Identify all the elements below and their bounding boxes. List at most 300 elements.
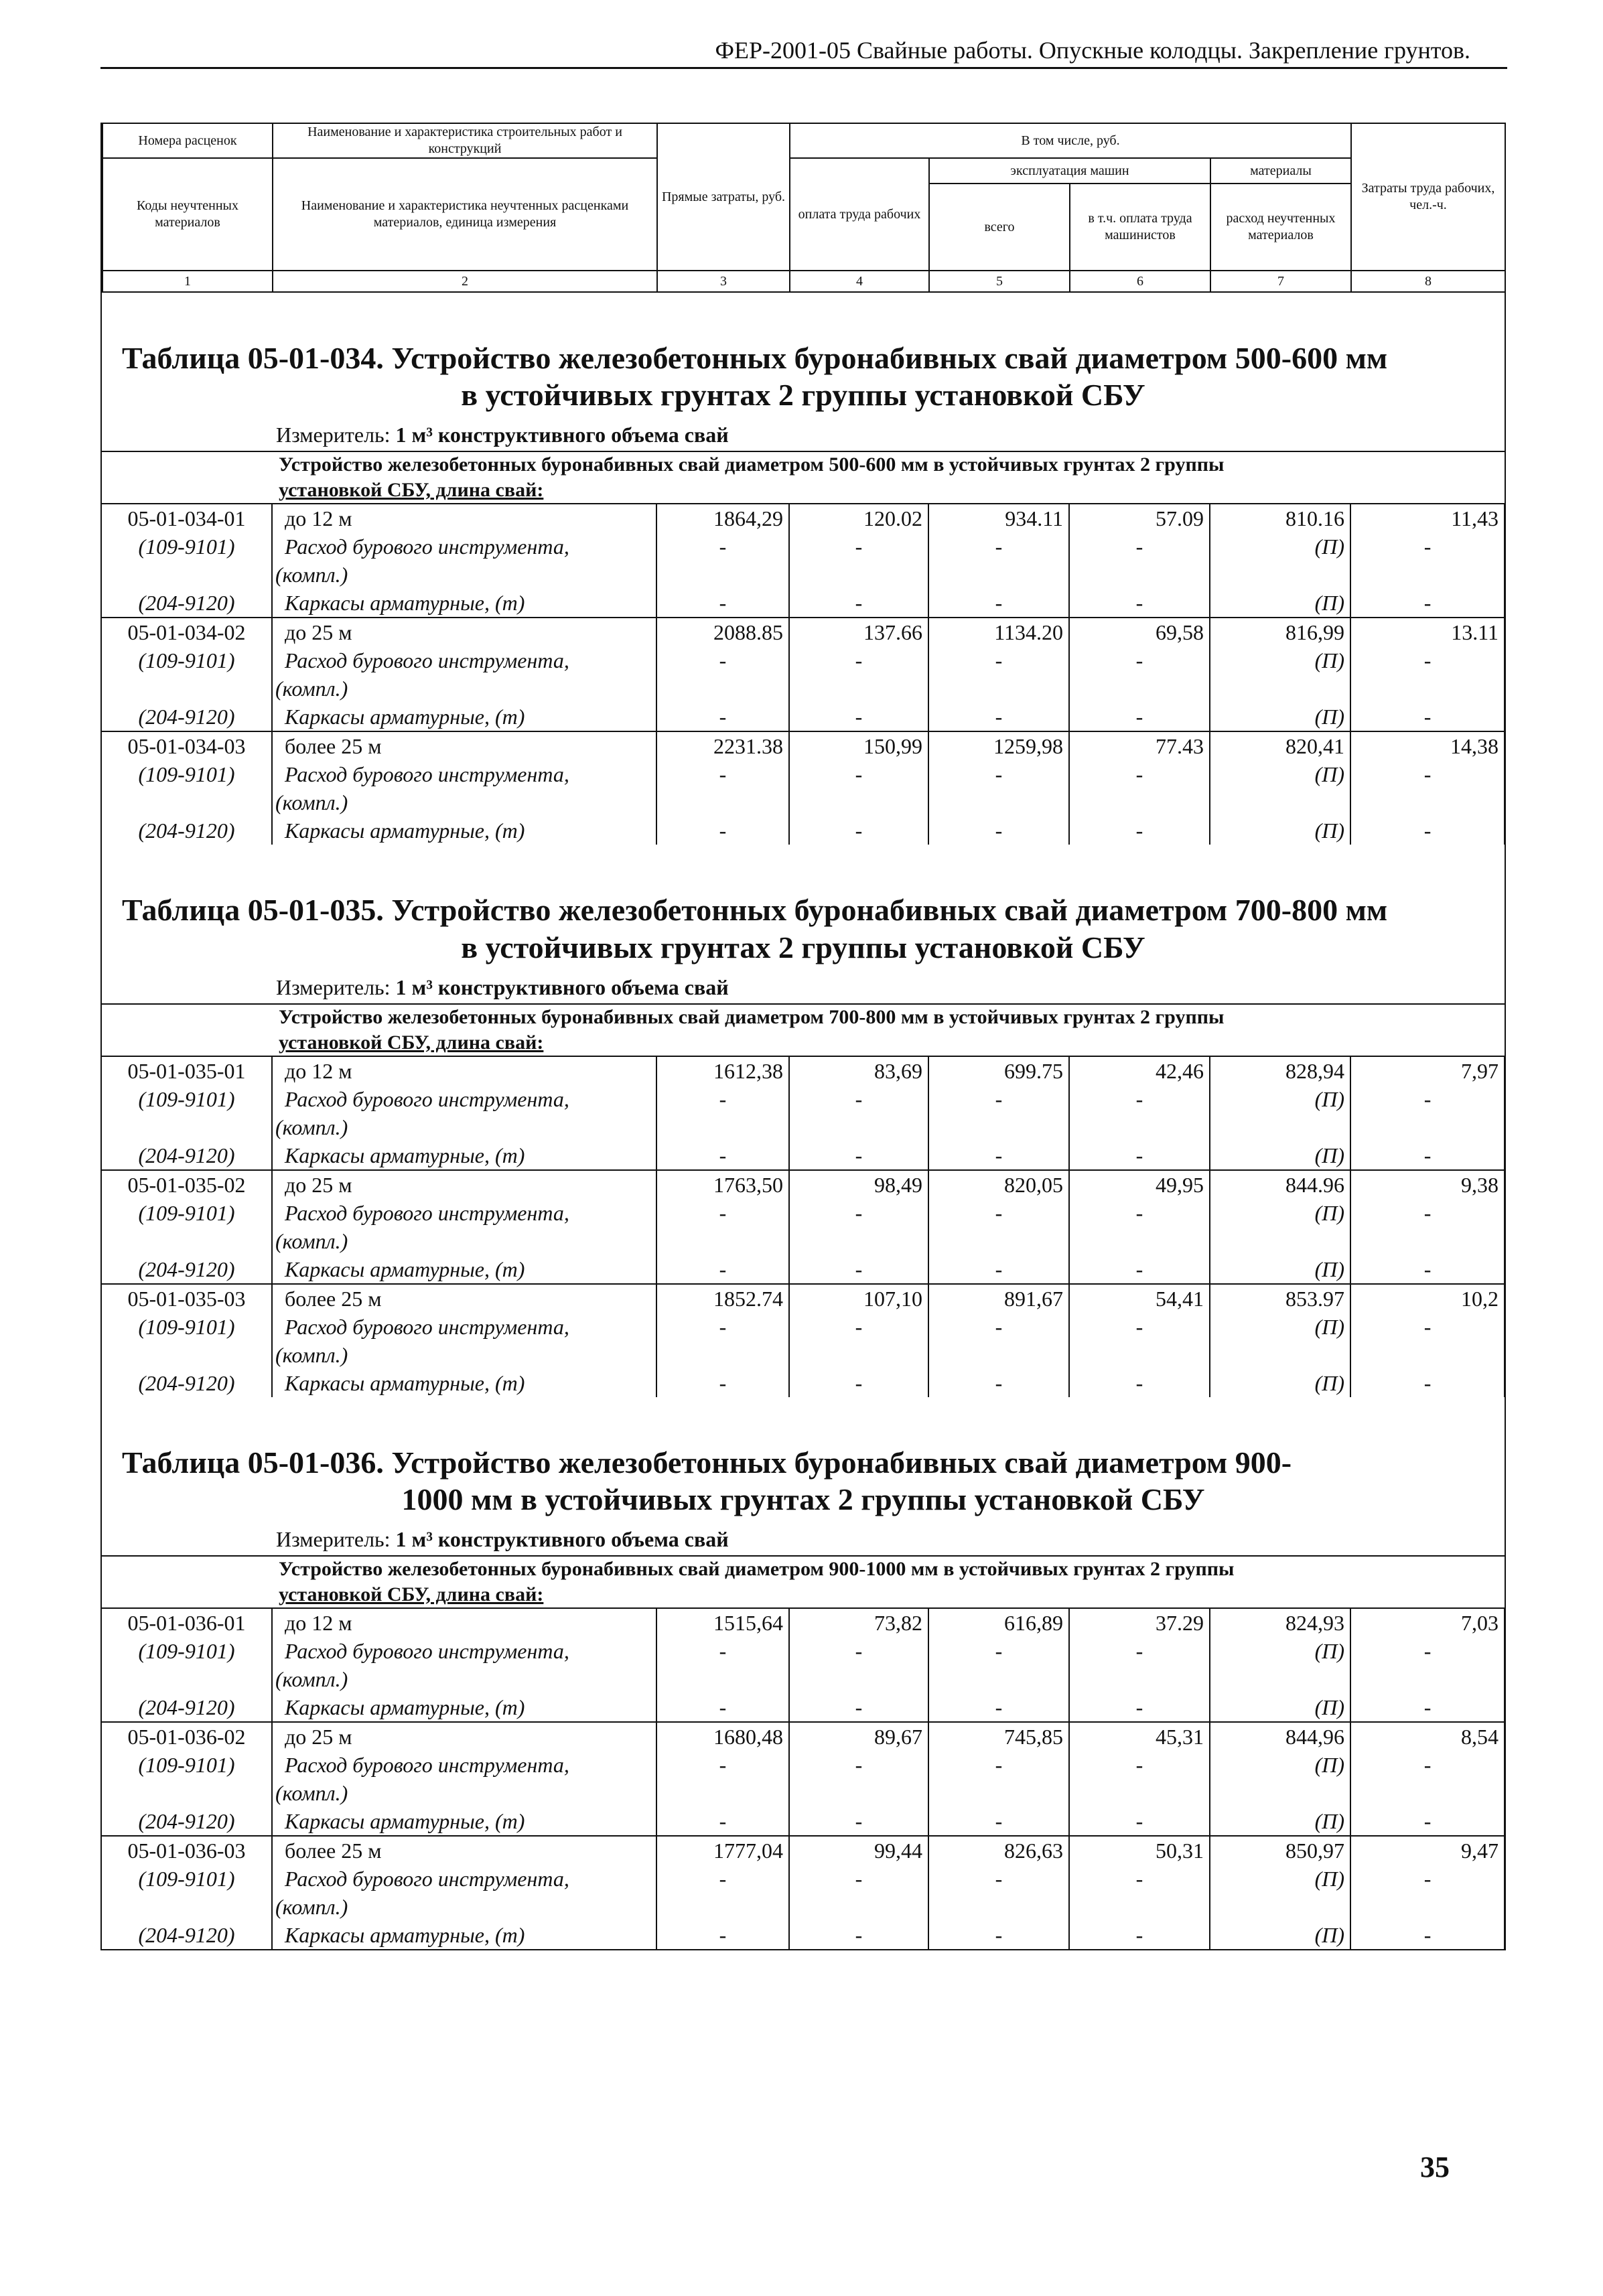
- dash-cell: -: [1069, 1199, 1210, 1255]
- dash-cell: -: [656, 1865, 789, 1921]
- rate-code: 05-01-035-02: [102, 1170, 272, 1199]
- meter-line: [102, 1527, 1505, 1555]
- material-name-line1: Расход бурового инструмента,: [285, 1200, 569, 1225]
- dash-cell: -: [928, 589, 1069, 618]
- rate-code: 05-01-034-02: [102, 618, 272, 646]
- dash-cell: -: [656, 1693, 789, 1722]
- rate-mat: 810.16: [1210, 504, 1350, 532]
- meter-prefix: Измеритель:: [276, 975, 391, 999]
- material-name-line2: (компл.): [275, 676, 348, 701]
- material-row-drill: [102, 1085, 1505, 1141]
- unaccounted-mark: (П): [1210, 1255, 1350, 1284]
- material-name-line1: Расход бурового инструмента,: [285, 1867, 569, 1891]
- dash-cell: -: [656, 1921, 789, 1950]
- dash-cell: -: [928, 1369, 1069, 1397]
- rate-hours: 7,03: [1350, 1608, 1505, 1637]
- rate-name: до 12 м: [272, 1608, 656, 1637]
- dash-cell: -: [928, 1637, 1069, 1693]
- dash-cell: -: [1350, 816, 1505, 845]
- rate-mach-labor: 77.43: [1069, 731, 1210, 760]
- material-code: (109-9101): [102, 1751, 272, 1807]
- dash-cell: -: [928, 1693, 1069, 1722]
- dash-cell: -: [1350, 589, 1505, 618]
- unaccounted-mark: (П): [1210, 816, 1350, 845]
- dash-cell: -: [928, 1085, 1069, 1141]
- section-intro: [272, 1004, 1505, 1056]
- material-code: (204-9120): [102, 1255, 272, 1284]
- table-section: [102, 845, 1505, 1396]
- unaccounted-mark: (П): [1210, 1751, 1350, 1807]
- material-name: Каркасы арматурные, (т): [272, 1369, 656, 1397]
- dash-cell: -: [928, 1255, 1069, 1284]
- dash-cell: -: [656, 589, 789, 618]
- material-row-drill: [102, 1865, 1505, 1921]
- material-code: (204-9120): [102, 1921, 272, 1950]
- dash-cell: -: [656, 1199, 789, 1255]
- dash-cell: -: [656, 1255, 789, 1284]
- meter-value: 1 м³ конструктивного объема свай: [395, 975, 729, 999]
- material-name: [272, 1865, 656, 1921]
- unaccounted-mark: (П): [1210, 532, 1350, 589]
- dash-cell: -: [1069, 1141, 1210, 1170]
- rate-labor: 73,82: [789, 1608, 928, 1637]
- unaccounted-mark: (П): [1210, 1865, 1350, 1921]
- dash-cell: -: [928, 646, 1069, 703]
- unaccounted-mark: (П): [1210, 646, 1350, 703]
- dash-cell: -: [928, 816, 1069, 845]
- material-code: (109-9101): [102, 646, 272, 703]
- material-name-line2: (компл.): [275, 1115, 348, 1139]
- material-row-frame: [102, 816, 1505, 845]
- dash-cell: -: [656, 1085, 789, 1141]
- material-name-line2: (компл.): [275, 1228, 348, 1253]
- rate-direct: 1680,48: [656, 1722, 789, 1751]
- dash-cell: -: [1350, 532, 1505, 589]
- dash-cell: -: [1069, 1693, 1210, 1722]
- material-row-drill: [102, 1751, 1505, 1807]
- rate-code: 05-01-036-02: [102, 1722, 272, 1751]
- header-machines: эксплуатация машин: [929, 158, 1210, 184]
- column-header: [102, 123, 1506, 293]
- section-title-line1: Таблица 05-01-034. Устройство железобетонных буронабивных свай диаметром 500-600 мм: [122, 341, 1388, 375]
- dash-cell: -: [656, 1141, 789, 1170]
- dash-cell: -: [656, 1807, 789, 1836]
- material-name-line2: (компл.): [275, 790, 348, 815]
- dash-cell: -: [928, 1751, 1069, 1807]
- material-name: [272, 1199, 656, 1255]
- rate-row: [102, 1056, 1505, 1085]
- material-code: (109-9101): [102, 1865, 272, 1921]
- section-intro-line2: установкой СБУ, длина свай:: [279, 1031, 544, 1054]
- material-name: [272, 760, 656, 816]
- dash-cell: -: [928, 1921, 1069, 1950]
- material-row-drill: [102, 1637, 1505, 1693]
- material-name-line2: (компл.): [275, 1342, 348, 1367]
- unaccounted-mark: (П): [1210, 1921, 1350, 1950]
- rate-code: 05-01-035-01: [102, 1056, 272, 1085]
- dash-cell: -: [1350, 1369, 1505, 1397]
- section-title-line2: в устойчивых грунтах 2 группы установкой СБУ: [461, 930, 1145, 964]
- rate-mat: 844.96: [1210, 1170, 1350, 1199]
- dash-cell: -: [656, 1751, 789, 1807]
- dash-cell: -: [1350, 703, 1505, 731]
- header-num-1: 1: [102, 271, 273, 292]
- material-row-drill: [102, 760, 1505, 816]
- unaccounted-mark: (П): [1210, 1199, 1350, 1255]
- rates-table: [102, 1003, 1505, 1397]
- unaccounted-mark: (П): [1210, 589, 1350, 618]
- material-code: (109-9101): [102, 1085, 272, 1141]
- rate-hours: 9,47: [1350, 1836, 1505, 1865]
- dash-cell: -: [789, 1921, 928, 1950]
- material-name: [272, 1751, 656, 1807]
- rate-name: до 25 м: [272, 1170, 656, 1199]
- rate-mach-labor: 57.09: [1069, 504, 1210, 532]
- material-code: (109-9101): [102, 760, 272, 816]
- material-name-line2: (компл.): [275, 563, 348, 587]
- rate-code: 05-01-034-01: [102, 504, 272, 532]
- rate-labor: 89,67: [789, 1722, 928, 1751]
- dash-cell: -: [1069, 1313, 1210, 1369]
- rate-mach: 699.75: [928, 1056, 1069, 1085]
- unaccounted-mark: (П): [1210, 1369, 1350, 1397]
- dash-cell: -: [1350, 1637, 1505, 1693]
- rate-name: до 25 м: [272, 618, 656, 646]
- unaccounted-mark: (П): [1210, 1085, 1350, 1141]
- material-code: (204-9120): [102, 1807, 272, 1836]
- dash-cell: -: [1350, 1865, 1505, 1921]
- dash-cell: -: [928, 1807, 1069, 1836]
- rate-mat: 824,93: [1210, 1608, 1350, 1637]
- meter-value: 1 м³ конструктивного объема свай: [395, 1527, 729, 1552]
- unaccounted-mark: (П): [1210, 1141, 1350, 1170]
- meter-prefix: Измеритель:: [276, 1527, 391, 1552]
- dash-cell: -: [928, 760, 1069, 816]
- header-num-5: 5: [929, 271, 1070, 292]
- dash-cell: -: [656, 703, 789, 731]
- dash-cell: -: [928, 1141, 1069, 1170]
- rate-labor: 98,49: [789, 1170, 928, 1199]
- section-title-line1: Таблица 05-01-036. Устройство железобетонных буронабивных свай диаметром 900-: [122, 1445, 1292, 1480]
- dash-cell: -: [1069, 589, 1210, 618]
- page-number: 35: [1420, 2151, 1450, 2183]
- dash-cell: -: [1350, 1921, 1505, 1950]
- dash-cell: -: [656, 1313, 789, 1369]
- rate-direct: 1763,50: [656, 1170, 789, 1199]
- rate-row: [102, 1284, 1505, 1313]
- rate-mach: 934.11: [928, 504, 1069, 532]
- section-intro: [272, 451, 1505, 504]
- rate-mach: 616,89: [928, 1608, 1069, 1637]
- dash-cell: -: [928, 1865, 1069, 1921]
- rate-code: 05-01-034-03: [102, 731, 272, 760]
- rate-hours: 13.11: [1350, 618, 1505, 646]
- dash-cell: -: [1069, 1751, 1210, 1807]
- rate-direct: 1777,04: [656, 1836, 789, 1865]
- header-col6: в т.ч. оплата труда машинистов: [1070, 184, 1210, 271]
- rate-row: [102, 504, 1505, 532]
- material-code: (204-9120): [102, 1141, 272, 1170]
- material-name: [272, 646, 656, 703]
- rate-hours: 9,38: [1350, 1170, 1505, 1199]
- material-row-frame: [102, 1807, 1505, 1836]
- dash-cell: -: [928, 703, 1069, 731]
- dash-cell: -: [1069, 1255, 1210, 1284]
- section-title-line2: 1000 мм в устойчивых грунтах 2 группы установкой СБУ: [401, 1482, 1205, 1516]
- rate-mach: 820,05: [928, 1170, 1069, 1199]
- rate-code: 05-01-035-03: [102, 1284, 272, 1313]
- rate-labor: 107,10: [789, 1284, 928, 1313]
- material-name: [272, 1313, 656, 1369]
- dash-cell: -: [656, 816, 789, 845]
- dash-cell: -: [789, 1313, 928, 1369]
- rate-labor: 83,69: [789, 1056, 928, 1085]
- rate-mach: 1259,98: [928, 731, 1069, 760]
- material-name-line1: Расход бурового инструмента,: [285, 762, 569, 787]
- material-code: (204-9120): [102, 816, 272, 845]
- header-in-total: В том числе, руб.: [790, 123, 1351, 158]
- unaccounted-mark: (П): [1210, 1693, 1350, 1722]
- material-code: (204-9120): [102, 589, 272, 618]
- document-table: [100, 123, 1506, 1950]
- header-num-4: 4: [790, 271, 929, 292]
- dash-cell: -: [1069, 532, 1210, 589]
- dash-cell: -: [1350, 1751, 1505, 1807]
- section-title: [102, 845, 1505, 975]
- dash-cell: -: [1069, 1807, 1210, 1836]
- rate-direct: 1864,29: [656, 504, 789, 532]
- rate-row: [102, 1836, 1505, 1865]
- header-num-3: 3: [657, 271, 790, 292]
- dash-cell: -: [1350, 646, 1505, 703]
- material-row-frame: [102, 1255, 1505, 1284]
- material-name: [272, 1637, 656, 1693]
- dash-cell: -: [1350, 760, 1505, 816]
- dash-cell: -: [928, 1199, 1069, 1255]
- meter-line: [102, 975, 1505, 1003]
- dash-cell: -: [789, 760, 928, 816]
- dash-cell: -: [1069, 703, 1210, 731]
- unaccounted-mark: (П): [1210, 1637, 1350, 1693]
- rate-mat: 850,97: [1210, 1836, 1350, 1865]
- material-name: Каркасы арматурные, (т): [272, 816, 656, 845]
- rate-hours: 14,38: [1350, 731, 1505, 760]
- material-name-line1: Расход бурового инструмента,: [285, 648, 569, 673]
- rate-code: 05-01-036-03: [102, 1836, 272, 1865]
- dash-cell: -: [1069, 1085, 1210, 1141]
- meter-value: 1 м³ конструктивного объема свай: [395, 423, 729, 447]
- material-row-frame: [102, 1921, 1505, 1950]
- material-name: Каркасы арматурные, (т): [272, 1255, 656, 1284]
- material-name-line1: Расход бурового инструмента,: [285, 1086, 569, 1111]
- dash-cell: -: [1069, 646, 1210, 703]
- dash-cell: -: [789, 1751, 928, 1807]
- section-title-line1: Таблица 05-01-035. Устройство железобетонных буронабивных свай диаметром 700-800 мм: [122, 893, 1388, 928]
- rate-mach: 826,63: [928, 1836, 1069, 1865]
- header-col2-bottom: Наименование и характеристика неучтенных расценками материалов, единица измерения: [273, 158, 657, 271]
- sections-container: [102, 293, 1505, 1950]
- material-row-drill: [102, 1199, 1505, 1255]
- rate-direct: 1852.74: [656, 1284, 789, 1313]
- table-section: [102, 293, 1505, 845]
- rate-direct: 2231.38: [656, 731, 789, 760]
- material-name: Каркасы арматурные, (т): [272, 703, 656, 731]
- rate-name: до 12 м: [272, 1056, 656, 1085]
- rate-mach: 891,67: [928, 1284, 1069, 1313]
- rate-code: 05-01-036-01: [102, 1608, 272, 1637]
- rate-mat: 816,99: [1210, 618, 1350, 646]
- material-row-drill: [102, 646, 1505, 703]
- rate-mach-labor: 69,58: [1069, 618, 1210, 646]
- rate-name: до 12 м: [272, 504, 656, 532]
- header-col1-bottom: Коды неучтенных материалов: [102, 158, 273, 271]
- rate-mach-labor: 50,31: [1069, 1836, 1210, 1865]
- header-col1-top: Номера расценок: [102, 123, 273, 158]
- rate-mat: 820,41: [1210, 731, 1350, 760]
- material-row-frame: [102, 1693, 1505, 1722]
- dash-cell: -: [928, 1313, 1069, 1369]
- rate-row: [102, 1170, 1505, 1199]
- table-section: [102, 1397, 1505, 1950]
- header-num-2: 2: [273, 271, 657, 292]
- dash-cell: -: [1069, 1921, 1210, 1950]
- material-name: Каркасы арматурные, (т): [272, 589, 656, 618]
- dash-cell: -: [789, 532, 928, 589]
- dash-cell: -: [1350, 1199, 1505, 1255]
- rate-direct: 1612,38: [656, 1056, 789, 1085]
- rate-mach: 1134.20: [928, 618, 1069, 646]
- dash-cell: -: [789, 1693, 928, 1722]
- dash-cell: -: [656, 646, 789, 703]
- material-row-frame: [102, 589, 1505, 618]
- material-code: (109-9101): [102, 1199, 272, 1255]
- rate-name: более 25 м: [272, 731, 656, 760]
- header-materials: материалы: [1210, 158, 1351, 184]
- material-name-line2: (компл.): [275, 1781, 348, 1806]
- section-title-line2: в устойчивых грунтах 2 группы установкой СБУ: [461, 378, 1145, 413]
- material-name-line2: (компл.): [275, 1895, 348, 1920]
- dash-cell: -: [789, 589, 928, 618]
- rate-labor: 99,44: [789, 1836, 928, 1865]
- rate-mat: 844,96: [1210, 1722, 1350, 1751]
- dash-cell: -: [789, 1085, 928, 1141]
- rate-labor: 150,99: [789, 731, 928, 760]
- material-code: (109-9101): [102, 532, 272, 589]
- header-col2-top: Наименование и характеристика строительных работ и конструкций: [273, 123, 657, 158]
- rate-direct: 1515,64: [656, 1608, 789, 1637]
- dash-cell: -: [1350, 1141, 1505, 1170]
- unaccounted-mark: (П): [1210, 1313, 1350, 1369]
- rates-table: [102, 1555, 1505, 1950]
- rate-labor: 120.02: [789, 504, 928, 532]
- dash-cell: -: [1069, 760, 1210, 816]
- rate-row: [102, 618, 1505, 646]
- material-code: (109-9101): [102, 1637, 272, 1693]
- header-col8: Затраты труда рабочих, чел.-ч.: [1351, 123, 1505, 271]
- material-row-drill: [102, 1313, 1505, 1369]
- material-name-line1: Расход бурового инструмента,: [285, 1753, 569, 1778]
- dash-cell: -: [1350, 1313, 1505, 1369]
- rate-mach-labor: 49,95: [1069, 1170, 1210, 1199]
- rate-mach-labor: 42,46: [1069, 1056, 1210, 1085]
- meter-prefix: Измеритель:: [276, 423, 391, 447]
- section-intro-line1: Устройство железобетонных буронабивных свай диаметром 500-600 мм в устойчивых грунтах 2 группы: [279, 453, 1225, 476]
- unaccounted-mark: (П): [1210, 703, 1350, 731]
- material-code: (204-9120): [102, 1369, 272, 1397]
- running-head: [100, 37, 1507, 69]
- rate-row: [102, 1722, 1505, 1751]
- dash-cell: -: [656, 760, 789, 816]
- header-num-7: 7: [1210, 271, 1351, 292]
- rate-mat: 853.97: [1210, 1284, 1350, 1313]
- running-head-text: ФЕР-2001-05 Свайные работы. Опускные колодцы. Закрепление грунтов.: [715, 37, 1470, 64]
- dash-cell: -: [1069, 1637, 1210, 1693]
- rate-row: [102, 731, 1505, 760]
- material-row-frame: [102, 703, 1505, 731]
- rate-row: [102, 1608, 1505, 1637]
- dash-cell: -: [1350, 1255, 1505, 1284]
- rate-name: до 25 м: [272, 1722, 656, 1751]
- material-name: Каркасы арматурные, (т): [272, 1921, 656, 1950]
- dash-cell: -: [1350, 1085, 1505, 1141]
- section-intro-line1: Устройство железобетонных буронабивных свай диаметром 900-1000 мм в устойчивых грунтах 2 группы: [279, 1558, 1235, 1581]
- dash-cell: -: [1350, 1807, 1505, 1836]
- section-intro-line1: Устройство железобетонных буронабивных свай диаметром 700-800 мм в устойчивых грунтах 2 группы: [279, 1005, 1225, 1028]
- material-name: Каркасы арматурные, (т): [272, 1141, 656, 1170]
- header-col5: всего: [929, 184, 1070, 271]
- dash-cell: -: [789, 1865, 928, 1921]
- dash-cell: -: [1069, 1865, 1210, 1921]
- material-name: [272, 1085, 656, 1141]
- material-row-drill: [102, 532, 1505, 589]
- rate-mach-labor: 54,41: [1069, 1284, 1210, 1313]
- meter-line: [102, 423, 1505, 451]
- rate-labor: 137.66: [789, 618, 928, 646]
- material-row-frame: [102, 1141, 1505, 1170]
- dash-cell: -: [656, 532, 789, 589]
- dash-cell: -: [656, 1369, 789, 1397]
- dash-cell: -: [789, 816, 928, 845]
- header-col4: оплата труда рабочих: [790, 158, 929, 271]
- dash-cell: -: [789, 1807, 928, 1836]
- rate-hours: 10,2: [1350, 1284, 1505, 1313]
- rate-hours: 8,54: [1350, 1722, 1505, 1751]
- rate-hours: 11,43: [1350, 504, 1505, 532]
- material-name-line1: Расход бурового инструмента,: [285, 1314, 569, 1339]
- material-name-line2: (компл.): [275, 1667, 348, 1692]
- dash-cell: -: [789, 703, 928, 731]
- rate-hours: 7,97: [1350, 1056, 1505, 1085]
- dash-cell: -: [1069, 816, 1210, 845]
- header-col3: Прямые затраты, руб.: [657, 123, 790, 271]
- dash-cell: -: [656, 1637, 789, 1693]
- unaccounted-mark: (П): [1210, 1807, 1350, 1836]
- material-name: Каркасы арматурные, (т): [272, 1693, 656, 1722]
- material-row-frame: [102, 1369, 1505, 1397]
- header-num-8: 8: [1351, 271, 1505, 292]
- material-name-line1: Расход бурового инструмента,: [285, 534, 569, 559]
- dash-cell: -: [789, 1141, 928, 1170]
- section-intro-line2: установкой СБУ, длина свай:: [279, 1583, 544, 1606]
- rate-name: более 25 м: [272, 1836, 656, 1865]
- material-code: (204-9120): [102, 1693, 272, 1722]
- rate-mach-labor: 37.29: [1069, 1608, 1210, 1637]
- section-intro-line2: установкой СБУ, длина свай:: [279, 479, 544, 502]
- section-intro: [272, 1556, 1505, 1608]
- header-num-6: 6: [1070, 271, 1210, 292]
- rate-mat: 828,94: [1210, 1056, 1350, 1085]
- section-title: [102, 293, 1505, 423]
